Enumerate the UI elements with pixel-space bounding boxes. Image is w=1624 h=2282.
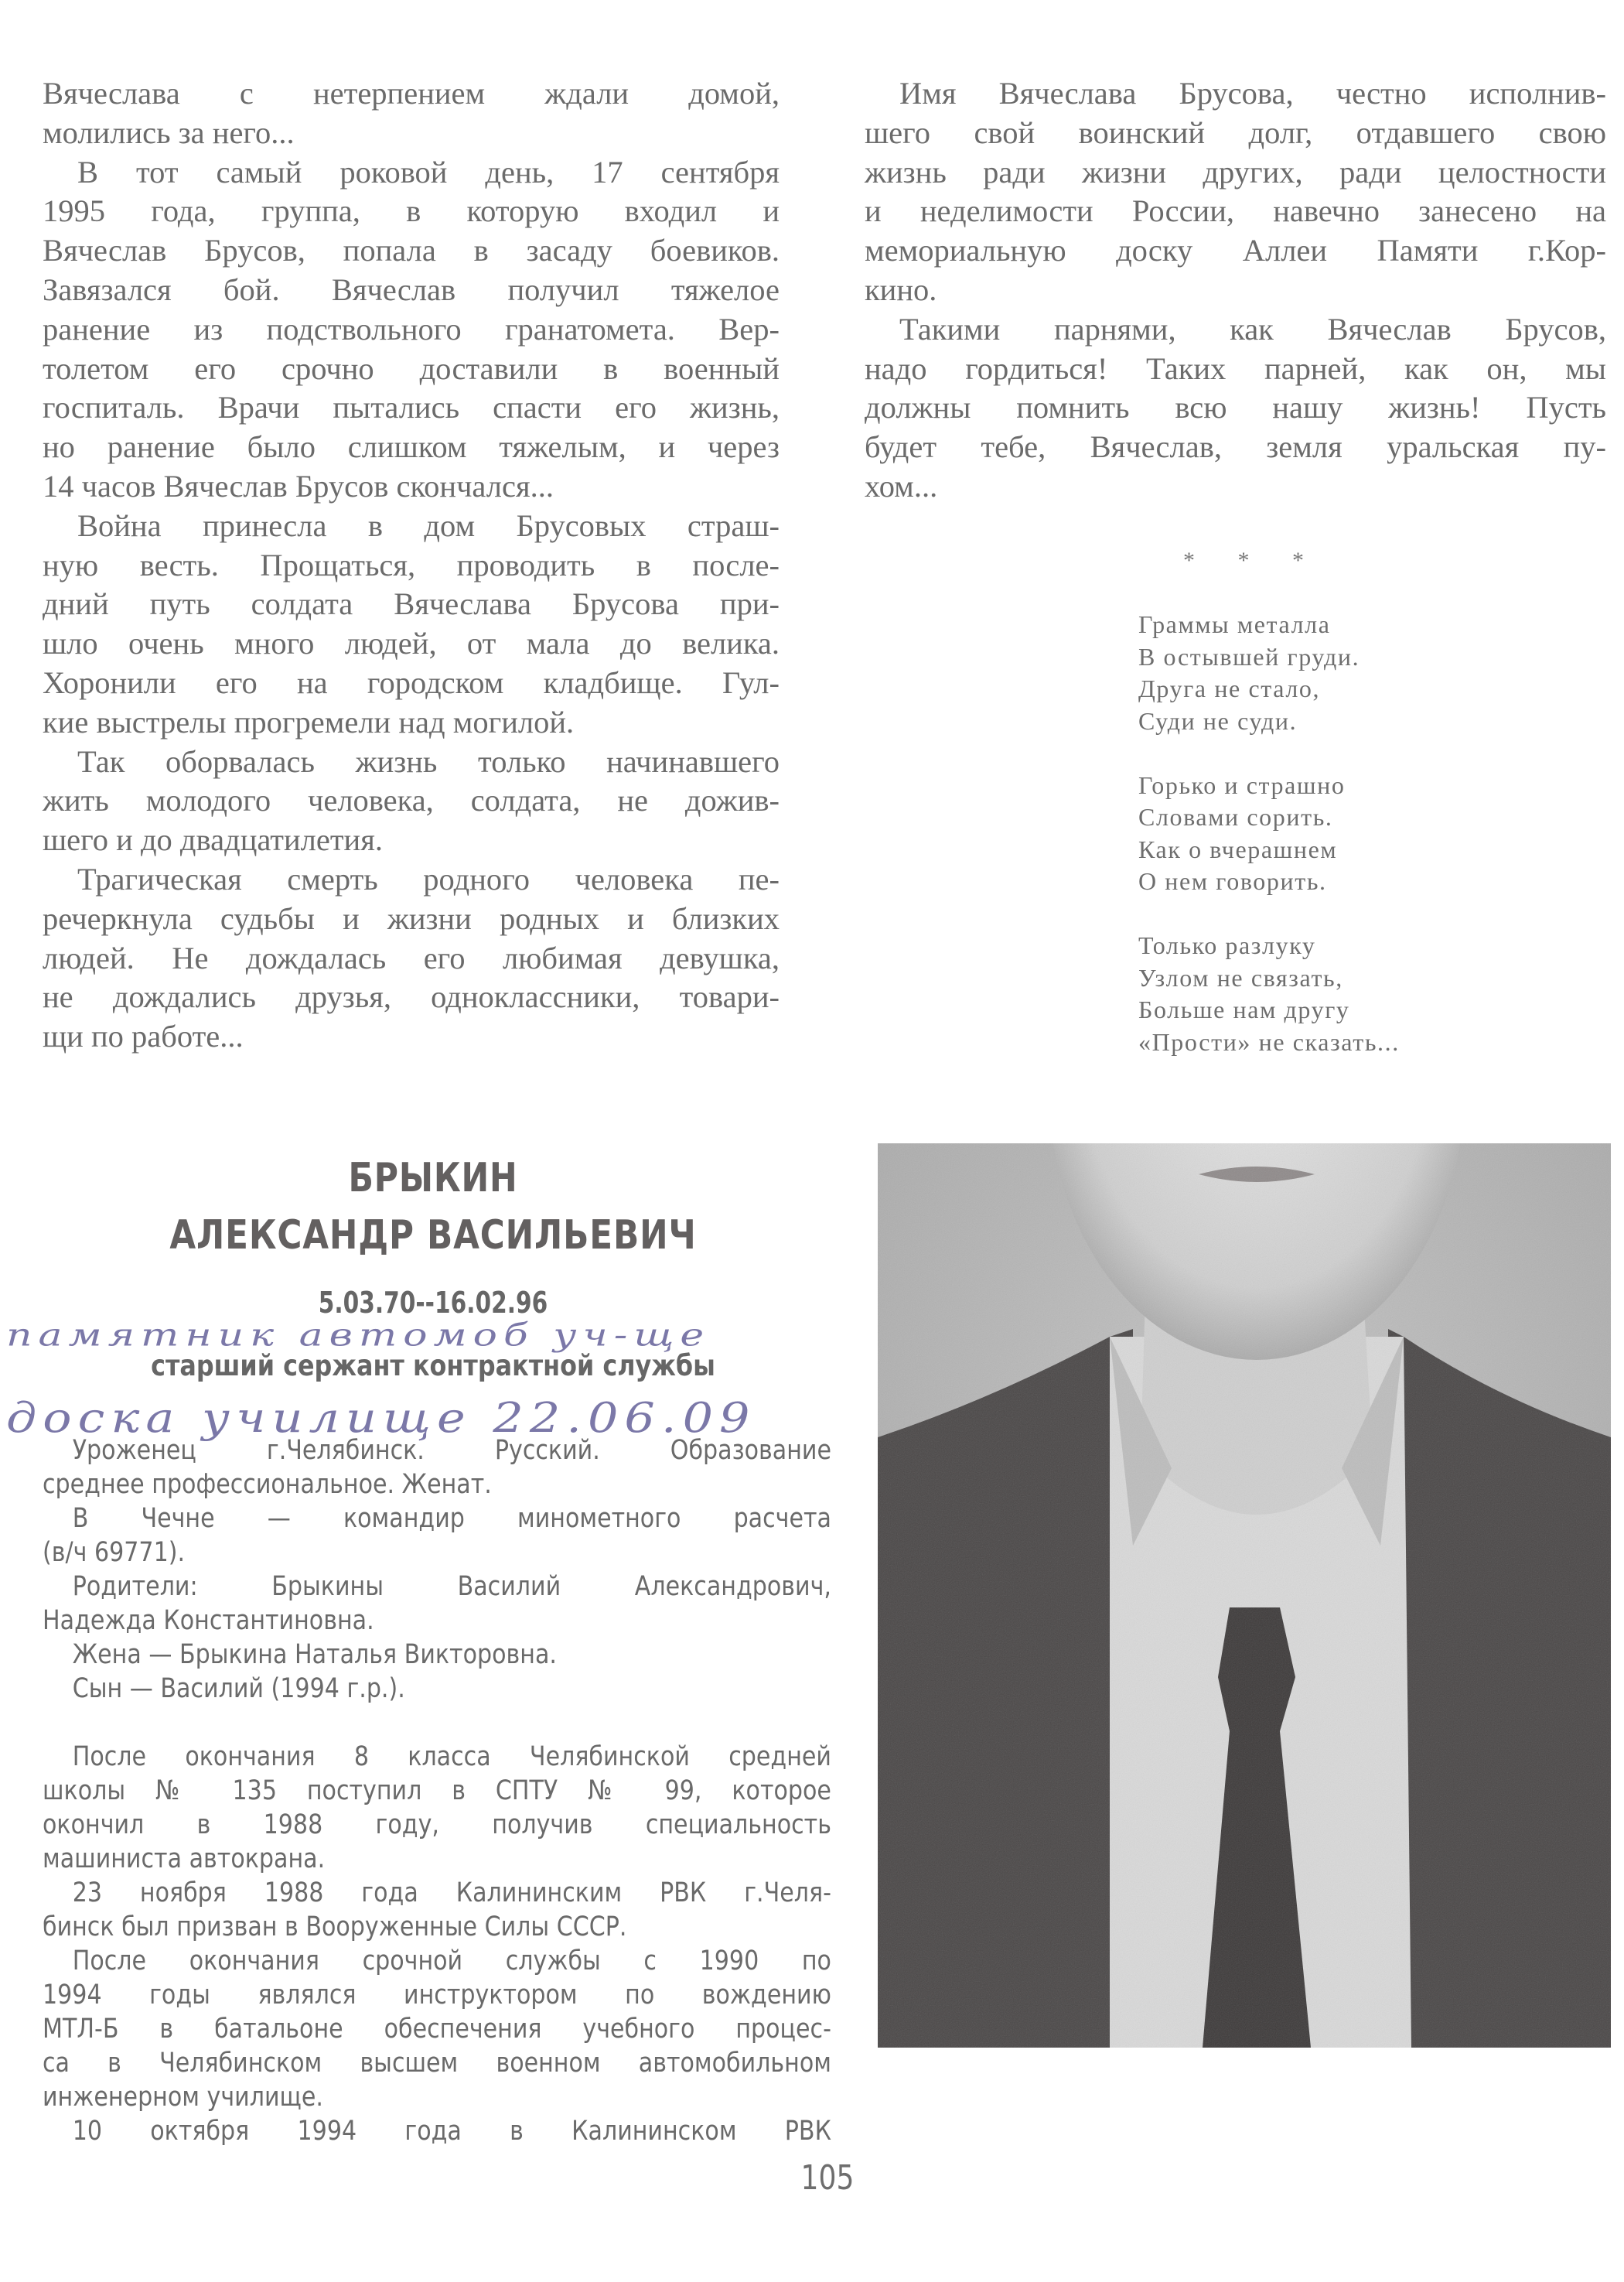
poem-verse: Узлом не связать,: [1138, 963, 1343, 992]
portrait-illustration: [878, 1143, 1611, 2048]
poem-verse: Горько и страшно: [1138, 770, 1346, 799]
text-line: людей. Не дождалась его любимая девушка,: [43, 940, 780, 975]
text-line: Хоронили его на городском кладбище. Гул-: [43, 664, 780, 700]
text-line: речеркнула судьбы и жизни родных и близких: [43, 900, 780, 936]
text-line: Война принесла в дом Брусовых страш-: [77, 507, 780, 543]
text-line: Родители: Брыкины Василий Александрович,: [72, 1571, 831, 1602]
text-line: толетом его срочно доставили в военный: [43, 350, 780, 386]
text-line: и неделимости России, навечно занесено на: [865, 193, 1606, 229]
text-line: Трагическая смерть родного человека пе-: [77, 861, 780, 897]
poem-verse: Суди не суди.: [1138, 706, 1298, 735]
text-line: ную весть. Прощаться, проводить в после-: [43, 547, 780, 582]
text-line: Надежда Константиновна.: [43, 1605, 374, 1636]
text-line: щи по работе...: [43, 1019, 244, 1054]
text-line: мемориальную доску Аллеи Памяти г.Кор-: [865, 233, 1606, 268]
poem-verse: Как о вчерашнем: [1138, 835, 1338, 863]
poem-verse: В остывшей груди.: [1138, 642, 1360, 671]
text-line: Имя Вячеслава Брусова, честно исполнив-: [899, 76, 1606, 111]
text-line: 1995 года, группа, в которую входил и: [43, 193, 780, 229]
text-line: дний путь солдата Вячеслава Брусова при-: [43, 586, 780, 622]
text-line: са в Челябинском высшем военном автомобильном: [43, 2048, 831, 2079]
right-text-column: [865, 74, 1606, 507]
profile-heading: [43, 1151, 824, 1262]
text-line: молились за него...: [43, 114, 295, 150]
text-line: шего и до двадцатилетия.: [43, 822, 383, 858]
poem-verse: Словами сорить.: [1138, 803, 1333, 831]
text-line: шло очень много людей, от мала до велика.: [43, 626, 780, 661]
text-line: но ранение было слишком тяжелым, и через: [43, 429, 780, 465]
handwritten-note-2: доска училище 22.06.09: [6, 1393, 756, 1442]
text-line: Уроженец г.Челябинск. Русский. Образование: [72, 1435, 831, 1466]
poem-stanza: [1138, 609, 1400, 737]
left-text-column: [43, 74, 780, 1057]
text-line: инженерном училище.: [43, 2082, 323, 2113]
poem-verse: Только разлуку: [1138, 931, 1316, 959]
text-line: машиниста автокрана.: [43, 1843, 326, 1874]
portrait-photo: [878, 1143, 1611, 2048]
handwritten-note-1: памятник автомоб уч-ще: [6, 1317, 711, 1354]
poem: [1138, 609, 1400, 1091]
text-line: бинск был призван в Вооруженные Силы СССР.: [43, 1911, 627, 1942]
text-line: Вячеслава с нетерпением ждали домой,: [43, 76, 780, 111]
poem-verse: Больше нам другу: [1138, 996, 1350, 1023]
text-line: будет тебе, Вячеслав, земля уральская пу-: [865, 429, 1606, 465]
poem-separator: * * *: [1183, 548, 1322, 573]
poem-stanza: [1138, 930, 1400, 1058]
military-rank: старший сержант контрактной службы: [151, 1349, 715, 1382]
text-line: не дождались друзья, одноклассники, товари-: [43, 979, 780, 1015]
text-line: После окончания срочной службы с 1990 по: [72, 1946, 831, 1976]
text-line: 23 ноября 1988 года Калининским РВК г.Челя-: [72, 1877, 831, 1908]
text-line: После окончания 8 класса Челябинской средней: [72, 1741, 831, 1772]
text-line: Завязался бой. Вячеслав получил тяжелое: [43, 272, 780, 307]
poem-verse: О нем говорить.: [1138, 867, 1327, 895]
text-line: окончил в 1988 году, получив специальность: [43, 1809, 831, 1840]
surname-heading: БРЫКИН: [348, 1155, 518, 1201]
text-line: ранение из подствольного гранатомета. Вер-: [43, 311, 780, 347]
text-line: хом...: [865, 468, 938, 504]
text-line: должны помнить всю нашу жизнь! Пусть: [865, 390, 1606, 425]
biography-text: [43, 1433, 831, 2148]
text-line: госпиталь. Врачи пытались спасти его жизнь,: [43, 390, 780, 425]
poem-verse: Граммы металла: [1138, 610, 1331, 638]
text-line: (в/ч 69771).: [43, 1537, 186, 1568]
text-line: Вячеслав Брусов, попала в засаду боевиков.: [43, 233, 780, 268]
text-line: 10 октября 1994 года в Калининском РВК: [72, 2116, 831, 2147]
text-line: кино.: [865, 272, 937, 307]
paragraph-gap: [43, 1706, 831, 1740]
text-line: 1994 годы являлся инструктором по вождению: [43, 1980, 831, 2010]
page-number: 105: [800, 2158, 855, 2198]
poem-verse: Друга не стало,: [1138, 675, 1321, 702]
text-line: шего свой воинский долг, отдавшего свою: [865, 114, 1606, 150]
text-line: В тот самый роковой день, 17 сентября: [77, 154, 780, 190]
text-line: МТЛ-Б в батальоне обеспечения учебного процес-: [43, 2014, 831, 2045]
text-line: Жена — Брыкина Наталья Викторовна.: [72, 1639, 557, 1670]
text-line: кие выстрелы прогремели над могилой.: [43, 704, 575, 740]
text-line: 14 часов Вячеслав Брусов скончался...: [43, 468, 554, 504]
poem-stanza: [1138, 770, 1400, 898]
text-line: надо гордиться! Таких парней, как он, мы: [865, 350, 1606, 386]
photo-grain: [878, 1143, 1611, 2048]
text-line: Так оборвалась жизнь только начинавшего: [77, 743, 780, 779]
text-line: Такими парнями, как Вячеслав Брусов,: [899, 311, 1606, 347]
text-line: среднее профессиональное. Женат.: [43, 1469, 492, 1500]
text-line: В Чечне — командир минометного расчета: [72, 1503, 831, 1534]
poem-verse: «Прости» не сказать...: [1138, 1027, 1400, 1056]
text-line: жить молодого человека, солдата, не дожив-: [43, 783, 780, 818]
text-line: школы № 135 поступил в СПТУ № 99, которое: [43, 1775, 831, 1806]
life-dates: 5.03.70--16.02.96: [318, 1286, 548, 1320]
text-line: Сын — Василий (1994 г.р.).: [72, 1673, 405, 1704]
text-line: жизнь ради жизни других, ради целостности: [865, 154, 1606, 190]
given-names-heading: АЛЕКСАНДР ВАСИЛЬЕВИЧ: [169, 1212, 697, 1259]
